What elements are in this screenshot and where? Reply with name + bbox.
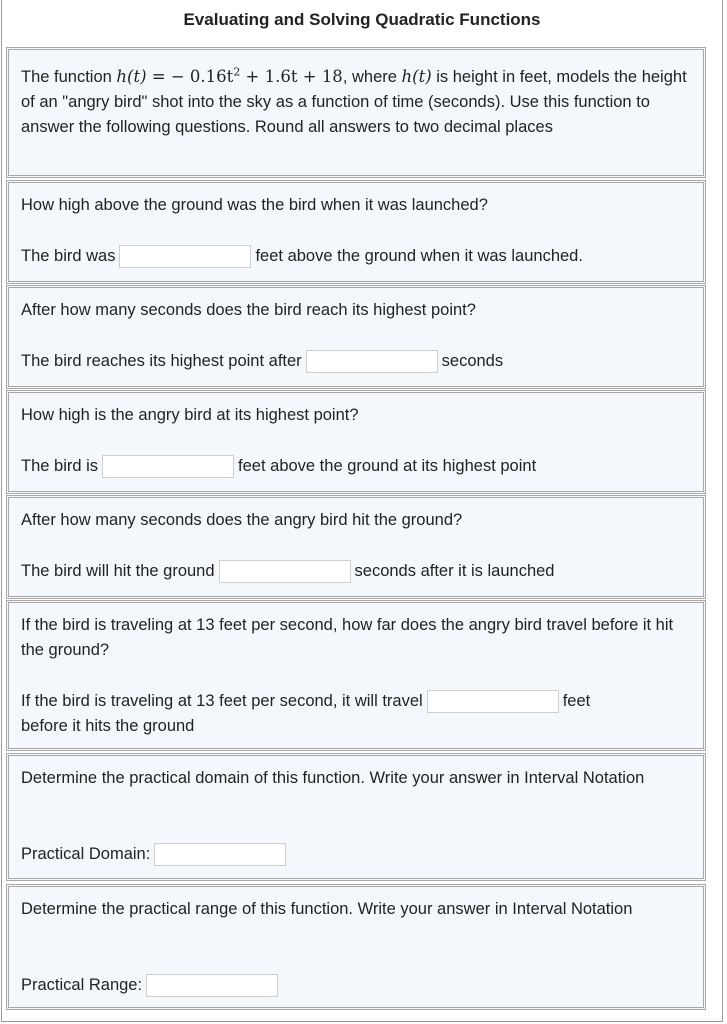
page-title: Evaluating and Solving Quadratic Functions: [183, 10, 541, 29]
question-card: [6, 600, 706, 751]
distance-input[interactable]: [427, 690, 559, 713]
question-text: Determine the practical domain of this function. Write your answer in Interval Notation: [21, 769, 645, 787]
question-text: After how many seconds does the angry bird hit the ground?: [21, 511, 463, 529]
worksheet-frame: [1, 0, 723, 1022]
peak-time-input[interactable]: [306, 350, 438, 373]
question-text: How high above the ground was the bird when it was launched?: [21, 196, 488, 214]
answer-row: Practical Domain:: [21, 842, 691, 867]
question-card: [6, 753, 706, 881]
peak-height-input[interactable]: [102, 455, 234, 478]
question-text: How high is the angry bird at its highest point?: [21, 406, 359, 424]
question-card: [6, 285, 706, 389]
question-card: [6, 884, 706, 1010]
answer-row: The bird was feet above the ground when it was launched.: [21, 244, 691, 269]
launch-height-input[interactable]: [119, 245, 251, 268]
question-text: After how many seconds does the bird reach its highest point?: [21, 301, 476, 319]
answer-row: If the bird is traveling at 13 feet per second, it will travel feet: [21, 689, 691, 714]
question-card: [6, 180, 706, 284]
question-card: [6, 390, 706, 494]
question-text: Determine the practical range of this function. Write your answer in Interval Notation: [21, 900, 633, 918]
domain-input[interactable]: [154, 843, 286, 866]
answer-row: The bird will hit the ground seconds after it is launched: [21, 559, 691, 584]
intro-card: [6, 47, 706, 178]
answer-row: The bird is feet above the ground at its highest point: [21, 454, 691, 479]
range-input[interactable]: [146, 974, 278, 997]
answer-row: The bird reaches its highest point after seconds: [21, 349, 691, 374]
question-card: [6, 495, 706, 599]
intro-text: The function h(t) = − $0.16t^2 + 1.6t + 18$, where h(t) is height in feet, models the height of an "angry bird" shot into the sky as a function of time (seconds). Use this function to answer the following questions. Round all answers to two decimal places: [21, 65, 687, 136]
question-text: If the bird is traveling at 13 feet per second, how far does the angry bird travel before it hit the ground?: [21, 616, 674, 659]
answer-row-continued: before it hits the ground: [21, 717, 195, 735]
answer-row: Practical Range:: [21, 973, 691, 998]
ground-time-input[interactable]: [219, 560, 351, 583]
